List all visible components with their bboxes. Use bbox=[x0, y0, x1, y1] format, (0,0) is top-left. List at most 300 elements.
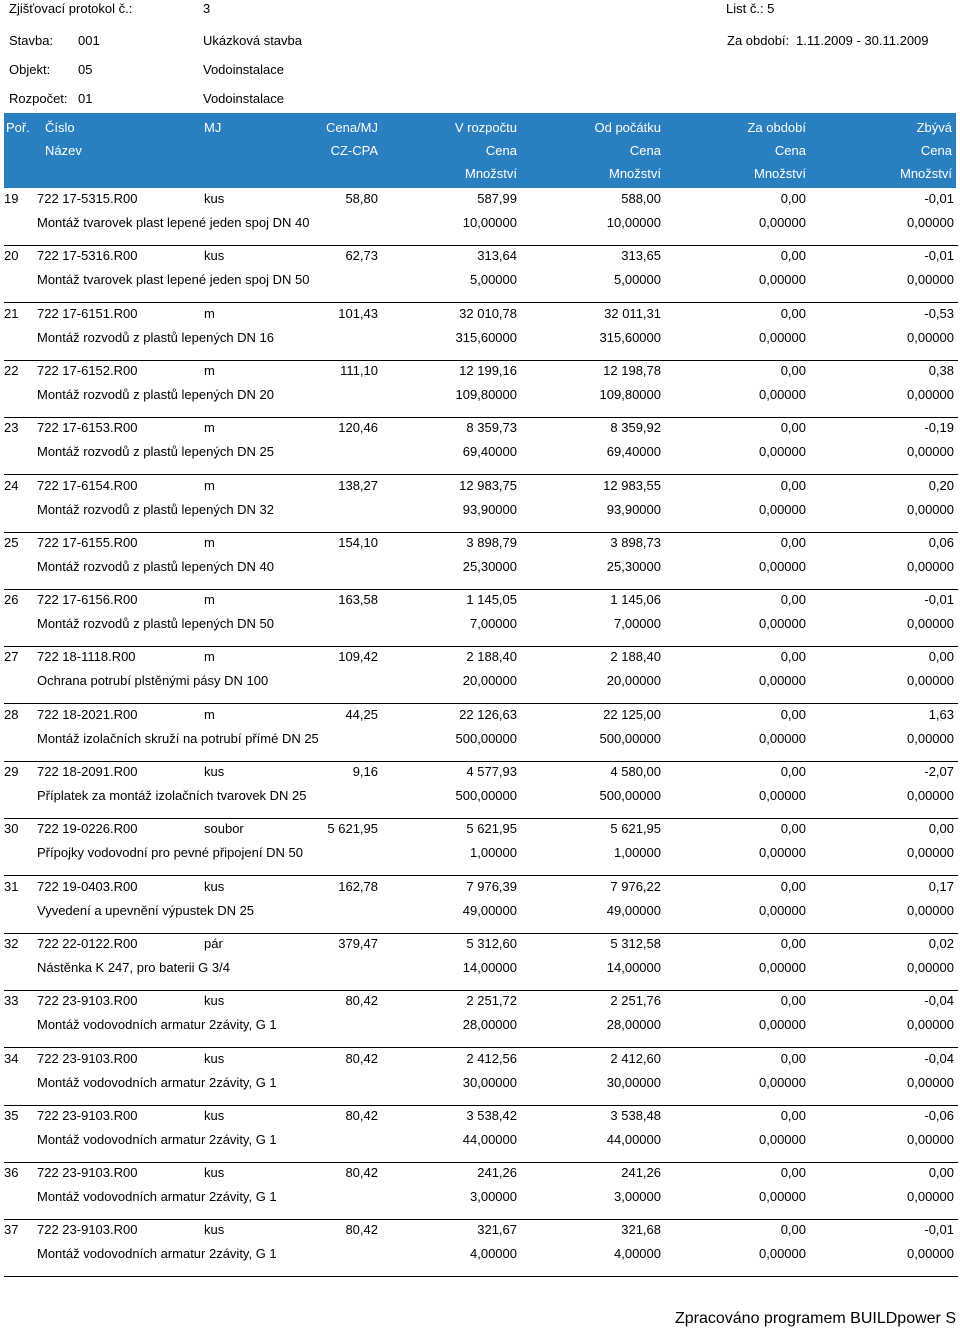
row-cislo: 722 23-9103.R00 bbox=[37, 1051, 138, 1066]
row-cena-mj: 80,42 bbox=[345, 1051, 378, 1066]
row-mj: kus bbox=[204, 1051, 225, 1066]
row-divider bbox=[4, 245, 958, 246]
row-zbyva-cena: -0,01 bbox=[924, 248, 954, 263]
row-zbyva-cena: -0,04 bbox=[924, 993, 954, 1008]
protokol-label: Zjišťovací protokol č.: bbox=[9, 1, 133, 16]
row-zbyva-cena: -0,19 bbox=[924, 420, 954, 435]
row-od-pocatku-cena: 2 251,76 bbox=[610, 993, 661, 1008]
row-zbyva-cena: -2,07 bbox=[924, 764, 954, 779]
row-od-pocatku-cena: 4 580,00 bbox=[610, 764, 661, 779]
header-za-obdobi-cena: Cena bbox=[774, 143, 806, 158]
row-od-pocatku-mnozstvi: 7,00000 bbox=[614, 616, 661, 631]
row-od-pocatku-mnozstvi: 30,00000 bbox=[606, 1075, 661, 1090]
row-zbyva-mnozstvi: 0,00000 bbox=[907, 1189, 954, 1204]
row-zbyva-mnozstvi: 0,00000 bbox=[907, 387, 954, 402]
row-v-rozpoctu-cena: 587,99 bbox=[477, 191, 517, 206]
row-por: 20 bbox=[4, 248, 19, 263]
rozpocet-code: 01 bbox=[78, 91, 93, 106]
row-zbyva-mnozstvi: 0,00000 bbox=[907, 1075, 954, 1090]
table-row bbox=[0, 306, 960, 363]
header-zbyva-mnozstvi: Množství bbox=[899, 166, 952, 181]
row-od-pocatku-cena: 588,00 bbox=[621, 191, 661, 206]
row-cena-mj: 120,46 bbox=[338, 420, 378, 435]
row-v-rozpoctu-cena: 12 983,75 bbox=[459, 478, 517, 493]
row-divider bbox=[4, 532, 958, 533]
row-zbyva-mnozstvi: 0,00000 bbox=[907, 960, 954, 975]
row-v-rozpoctu-mnozstvi: 500,00000 bbox=[455, 788, 517, 803]
row-mj: m bbox=[204, 420, 215, 435]
row-nazev: Montáž tvarovek plast lepené jeden spoj DN 50 bbox=[37, 272, 310, 287]
row-v-rozpoctu-mnozstvi: 500,00000 bbox=[455, 731, 517, 746]
row-mj: kus bbox=[204, 1165, 225, 1180]
row-zbyva-mnozstvi: 0,00000 bbox=[907, 559, 954, 574]
header-od-pocatku-cena: Cena bbox=[629, 143, 661, 158]
row-por: 37 bbox=[4, 1222, 19, 1237]
row-por: 27 bbox=[4, 649, 19, 664]
row-cena-mj: 80,42 bbox=[345, 1222, 378, 1237]
row-od-pocatku-cena: 12 983,55 bbox=[603, 478, 661, 493]
row-zbyva-mnozstvi: 0,00000 bbox=[907, 330, 954, 345]
row-v-rozpoctu-cena: 12 199,16 bbox=[459, 363, 517, 378]
row-mj: m bbox=[204, 592, 215, 607]
header-v-rozpoctu-mnozstvi: Množství bbox=[464, 166, 517, 181]
row-por: 19 bbox=[4, 191, 19, 206]
row-por: 29 bbox=[4, 764, 19, 779]
row-divider bbox=[4, 933, 958, 934]
row-od-pocatku-cena: 22 125,00 bbox=[603, 707, 661, 722]
row-zbyva-cena: -0,01 bbox=[924, 191, 954, 206]
row-cena-mj: 80,42 bbox=[345, 993, 378, 1008]
row-por: 35 bbox=[4, 1108, 19, 1123]
row-nazev: Montáž rozvodů z plastů lepených DN 50 bbox=[37, 616, 275, 631]
row-cislo: 722 18-1118.R00 bbox=[37, 649, 136, 664]
row-mj: kus bbox=[204, 1222, 225, 1237]
row-za-obdobi-cena: 0,00 bbox=[780, 707, 806, 722]
list-label: List č.: 5 bbox=[726, 1, 775, 16]
row-zbyva-mnozstvi: 0,00000 bbox=[907, 502, 954, 517]
row-mj: m bbox=[204, 707, 215, 722]
row-zbyva-mnozstvi: 0,00000 bbox=[907, 731, 954, 746]
row-zbyva-mnozstvi: 0,00000 bbox=[907, 1246, 954, 1261]
row-v-rozpoctu-cena: 22 126,63 bbox=[459, 707, 517, 722]
row-zbyva-mnozstvi: 0,00000 bbox=[907, 903, 954, 918]
table-row bbox=[0, 649, 960, 706]
row-od-pocatku-cena: 8 359,92 bbox=[610, 420, 661, 435]
row-od-pocatku-mnozstvi: 49,00000 bbox=[606, 903, 661, 918]
row-od-pocatku-mnozstvi: 93,90000 bbox=[606, 502, 661, 517]
row-od-pocatku-mnozstvi: 69,40000 bbox=[606, 444, 661, 459]
row-za-obdobi-mnozstvi: 0,00000 bbox=[759, 559, 806, 574]
table-row bbox=[0, 592, 960, 649]
table-row bbox=[0, 191, 960, 248]
row-cena-mj: 138,27 bbox=[338, 478, 378, 493]
row-v-rozpoctu-cena: 2 412,56 bbox=[466, 1051, 517, 1066]
row-zbyva-cena: 0,06 bbox=[928, 535, 954, 550]
row-za-obdobi-mnozstvi: 0,00000 bbox=[759, 330, 806, 345]
row-v-rozpoctu-cena: 5 312,60 bbox=[466, 936, 517, 951]
row-divider bbox=[4, 646, 958, 647]
table-row bbox=[0, 1108, 960, 1165]
row-v-rozpoctu-mnozstvi: 1,00000 bbox=[470, 845, 517, 860]
protokol-value: 3 bbox=[203, 1, 211, 16]
row-za-obdobi-mnozstvi: 0,00000 bbox=[759, 673, 806, 688]
row-mj: kus bbox=[204, 764, 225, 779]
row-divider bbox=[4, 1047, 958, 1048]
row-nazev: Montáž rozvodů z plastů lepených DN 40 bbox=[37, 559, 275, 574]
row-v-rozpoctu-mnozstvi: 3,00000 bbox=[470, 1189, 517, 1204]
row-od-pocatku-mnozstvi: 25,30000 bbox=[606, 559, 661, 574]
row-cislo: 722 17-6153.R00 bbox=[37, 420, 138, 435]
row-za-obdobi-mnozstvi: 0,00000 bbox=[759, 1189, 806, 1204]
header-cz-cpa: CZ-CPA bbox=[330, 143, 378, 158]
row-za-obdobi-mnozstvi: 0,00000 bbox=[759, 502, 806, 517]
row-cena-mj: 44,25 bbox=[345, 707, 378, 722]
row-v-rozpoctu-mnozstvi: 49,00000 bbox=[462, 903, 517, 918]
row-za-obdobi-cena: 0,00 bbox=[780, 936, 806, 951]
row-zbyva-cena: 0,02 bbox=[928, 936, 954, 951]
row-cislo: 722 19-0403.R00 bbox=[37, 879, 138, 894]
header-por: Poř. bbox=[6, 120, 30, 135]
row-od-pocatku-mnozstvi: 14,00000 bbox=[606, 960, 661, 975]
row-v-rozpoctu-cena: 1 145,05 bbox=[466, 592, 517, 607]
row-od-pocatku-mnozstvi: 5,00000 bbox=[614, 272, 661, 287]
row-cislo: 722 23-9103.R00 bbox=[37, 1108, 138, 1123]
row-cislo: 722 17-6156.R00 bbox=[37, 592, 138, 607]
row-v-rozpoctu-cena: 5 621,95 bbox=[466, 821, 517, 836]
row-nazev: Montáž rozvodů z plastů lepených DN 32 bbox=[37, 502, 275, 517]
obdobi-value: 1.11.2009 - 30.11.2009 bbox=[796, 33, 929, 48]
row-za-obdobi-cena: 0,00 bbox=[780, 535, 806, 550]
row-za-obdobi-mnozstvi: 0,00000 bbox=[759, 731, 806, 746]
row-divider bbox=[4, 1162, 958, 1163]
table-row bbox=[0, 478, 960, 535]
row-nazev: Přípojky vodovodní pro pevné připojení DN 50 bbox=[37, 845, 303, 860]
row-za-obdobi-cena: 0,00 bbox=[780, 592, 806, 607]
row-mj: m bbox=[204, 363, 215, 378]
row-za-obdobi-cena: 0,00 bbox=[780, 1108, 806, 1123]
header-zbyva: Zbývá bbox=[916, 120, 952, 135]
row-por: 34 bbox=[4, 1051, 19, 1066]
row-mj: kus bbox=[204, 248, 225, 263]
row-od-pocatku-mnozstvi: 500,00000 bbox=[599, 788, 661, 803]
table-row bbox=[0, 1165, 960, 1222]
row-za-obdobi-cena: 0,00 bbox=[780, 1222, 806, 1237]
row-nazev: Montáž rozvodů z plastů lepených DN 16 bbox=[37, 330, 275, 345]
row-za-obdobi-cena: 0,00 bbox=[780, 420, 806, 435]
row-za-obdobi-mnozstvi: 0,00000 bbox=[759, 845, 806, 860]
row-za-obdobi-mnozstvi: 0,00000 bbox=[759, 903, 806, 918]
row-cislo: 722 17-6154.R00 bbox=[37, 478, 138, 493]
row-v-rozpoctu-mnozstvi: 5,00000 bbox=[470, 272, 517, 287]
row-za-obdobi-cena: 0,00 bbox=[780, 993, 806, 1008]
row-od-pocatku-mnozstvi: 3,00000 bbox=[614, 1189, 661, 1204]
row-por: 31 bbox=[4, 879, 19, 894]
row-nazev: Montáž tvarovek plast lepené jeden spoj DN 40 bbox=[37, 215, 310, 230]
row-od-pocatku-mnozstvi: 315,60000 bbox=[599, 330, 661, 345]
row-od-pocatku-mnozstvi: 10,00000 bbox=[606, 215, 661, 230]
row-v-rozpoctu-mnozstvi: 14,00000 bbox=[462, 960, 517, 975]
table-row bbox=[0, 1051, 960, 1108]
header-nazev: Název bbox=[45, 143, 82, 158]
row-cislo: 722 23-9103.R00 bbox=[37, 1165, 138, 1180]
header-cislo: Číslo bbox=[45, 120, 75, 135]
row-divider bbox=[4, 1276, 958, 1277]
row-nazev: Montáž rozvodů z plastů lepených DN 20 bbox=[37, 387, 275, 402]
table-row bbox=[0, 363, 960, 420]
row-divider bbox=[4, 818, 958, 819]
row-zbyva-mnozstvi: 0,00000 bbox=[907, 788, 954, 803]
row-v-rozpoctu-cena: 3 538,42 bbox=[466, 1108, 517, 1123]
row-divider bbox=[4, 990, 958, 991]
row-za-obdobi-cena: 0,00 bbox=[780, 1165, 806, 1180]
row-mj: m bbox=[204, 535, 215, 550]
row-v-rozpoctu-cena: 32 010,78 bbox=[459, 306, 517, 321]
row-za-obdobi-mnozstvi: 0,00000 bbox=[759, 960, 806, 975]
table-row bbox=[0, 764, 960, 821]
row-zbyva-cena: 0,20 bbox=[928, 478, 954, 493]
row-cislo: 722 18-2021.R00 bbox=[37, 707, 138, 722]
row-divider bbox=[4, 474, 958, 475]
row-v-rozpoctu-cena: 321,67 bbox=[477, 1222, 517, 1237]
row-za-obdobi-cena: 0,00 bbox=[780, 821, 806, 836]
row-za-obdobi-cena: 0,00 bbox=[780, 649, 806, 664]
row-divider bbox=[4, 761, 958, 762]
footer-credit: Zpracováno programem BUILDpower S bbox=[674, 1310, 956, 1327]
row-divider bbox=[4, 417, 958, 418]
row-od-pocatku-mnozstvi: 44,00000 bbox=[606, 1132, 661, 1147]
row-cislo: 722 18-2091.R00 bbox=[37, 764, 138, 779]
row-nazev: Montáž vodovodních armatur 2závity, G 1 bbox=[37, 1246, 277, 1261]
row-za-obdobi-mnozstvi: 0,00000 bbox=[759, 1075, 806, 1090]
row-mj: m bbox=[204, 649, 215, 664]
row-zbyva-cena: 0,17 bbox=[928, 879, 954, 894]
row-za-obdobi-cena: 0,00 bbox=[780, 306, 806, 321]
row-por: 22 bbox=[4, 363, 19, 378]
row-od-pocatku-cena: 241,26 bbox=[621, 1165, 661, 1180]
rozpocet-label: Rozpočet: bbox=[9, 91, 68, 106]
row-v-rozpoctu-mnozstvi: 25,30000 bbox=[462, 559, 517, 574]
row-od-pocatku-cena: 3 898,73 bbox=[610, 535, 661, 550]
row-zbyva-cena: -0,01 bbox=[924, 1222, 954, 1237]
row-zbyva-mnozstvi: 0,00000 bbox=[907, 845, 954, 860]
row-za-obdobi-mnozstvi: 0,00000 bbox=[759, 1246, 806, 1261]
row-od-pocatku-cena: 2 412,60 bbox=[610, 1051, 661, 1066]
row-divider bbox=[4, 875, 958, 876]
row-zbyva-cena: 1,63 bbox=[928, 707, 954, 722]
row-za-obdobi-cena: 0,00 bbox=[780, 248, 806, 263]
row-cena-mj: 5 621,95 bbox=[327, 821, 378, 836]
row-zbyva-mnozstvi: 0,00000 bbox=[907, 673, 954, 688]
row-v-rozpoctu-mnozstvi: 93,90000 bbox=[462, 502, 517, 517]
stavba-name: Ukázková stavba bbox=[203, 33, 302, 48]
table-header bbox=[4, 113, 956, 188]
table-row bbox=[0, 821, 960, 878]
row-divider bbox=[4, 703, 958, 704]
row-za-obdobi-mnozstvi: 0,00000 bbox=[759, 215, 806, 230]
row-od-pocatku-cena: 5 621,95 bbox=[610, 821, 661, 836]
row-cislo: 722 17-6152.R00 bbox=[37, 363, 138, 378]
row-od-pocatku-mnozstvi: 4,00000 bbox=[614, 1246, 661, 1261]
row-nazev: Vyvedení a upevnění výpustek DN 25 bbox=[37, 903, 255, 918]
row-nazev: Montáž rozvodů z plastů lepených DN 25 bbox=[37, 444, 275, 459]
row-v-rozpoctu-mnozstvi: 315,60000 bbox=[455, 330, 517, 345]
row-za-obdobi-mnozstvi: 0,00000 bbox=[759, 272, 806, 287]
header-od-pocatku-mnozstvi: Množství bbox=[608, 166, 661, 181]
objekt-code: 05 bbox=[78, 62, 93, 77]
row-por: 32 bbox=[4, 936, 19, 951]
row-v-rozpoctu-mnozstvi: 20,00000 bbox=[462, 673, 517, 688]
table-row bbox=[0, 420, 960, 477]
row-od-pocatku-cena: 313,65 bbox=[621, 248, 661, 263]
header-za-obdobi-mnozstvi: Množství bbox=[753, 166, 806, 181]
row-cena-mj: 109,42 bbox=[338, 649, 378, 664]
row-zbyva-cena: -0,01 bbox=[924, 592, 954, 607]
row-divider bbox=[4, 360, 958, 361]
row-por: 36 bbox=[4, 1165, 19, 1180]
row-od-pocatku-cena: 1 145,06 bbox=[610, 592, 661, 607]
row-por: 21 bbox=[4, 306, 19, 321]
row-zbyva-cena: 0,00 bbox=[928, 821, 954, 836]
row-v-rozpoctu-mnozstvi: 4,00000 bbox=[470, 1246, 517, 1261]
row-mj: kus bbox=[204, 879, 225, 894]
header-zbyva-cena: Cena bbox=[920, 143, 952, 158]
row-v-rozpoctu-mnozstvi: 28,00000 bbox=[462, 1017, 517, 1032]
row-v-rozpoctu-mnozstvi: 69,40000 bbox=[462, 444, 517, 459]
row-zbyva-cena: -0,53 bbox=[924, 306, 954, 321]
row-za-obdobi-cena: 0,00 bbox=[780, 363, 806, 378]
row-v-rozpoctu-cena: 241,26 bbox=[477, 1165, 517, 1180]
row-v-rozpoctu-mnozstvi: 7,00000 bbox=[470, 616, 517, 631]
row-zbyva-mnozstvi: 0,00000 bbox=[907, 215, 954, 230]
row-od-pocatku-mnozstvi: 500,00000 bbox=[599, 731, 661, 746]
row-cena-mj: 154,10 bbox=[338, 535, 378, 550]
row-cena-mj: 162,78 bbox=[338, 879, 378, 894]
row-cena-mj: 58,80 bbox=[345, 191, 378, 206]
row-za-obdobi-cena: 0,00 bbox=[780, 879, 806, 894]
row-cena-mj: 163,58 bbox=[338, 592, 378, 607]
row-nazev: Montáž vodovodních armatur 2závity, G 1 bbox=[37, 1017, 277, 1032]
row-od-pocatku-cena: 3 538,48 bbox=[610, 1108, 661, 1123]
row-zbyva-cena: 0,00 bbox=[928, 649, 954, 664]
row-zbyva-mnozstvi: 0,00000 bbox=[907, 1017, 954, 1032]
row-v-rozpoctu-cena: 313,64 bbox=[477, 248, 517, 263]
row-v-rozpoctu-mnozstvi: 10,00000 bbox=[462, 215, 517, 230]
row-od-pocatku-cena: 32 011,31 bbox=[604, 306, 661, 321]
row-za-obdobi-mnozstvi: 0,00000 bbox=[759, 1132, 806, 1147]
objekt-name: Vodoinstalace bbox=[203, 62, 284, 77]
row-nazev: Montáž vodovodních armatur 2závity, G 1 bbox=[37, 1189, 277, 1204]
row-cena-mj: 101,43 bbox=[338, 306, 378, 321]
row-v-rozpoctu-mnozstvi: 44,00000 bbox=[462, 1132, 517, 1147]
stavba-label: Stavba: bbox=[9, 33, 54, 48]
row-mj: kus bbox=[204, 1108, 225, 1123]
row-od-pocatku-mnozstvi: 1,00000 bbox=[614, 845, 661, 860]
row-por: 30 bbox=[4, 821, 19, 836]
row-cislo: 722 23-9103.R00 bbox=[37, 993, 138, 1008]
row-za-obdobi-mnozstvi: 0,00000 bbox=[759, 444, 806, 459]
row-od-pocatku-mnozstvi: 20,00000 bbox=[606, 673, 661, 688]
row-nazev: Nástěnka K 247, pro baterii G 3/4 bbox=[37, 960, 230, 975]
row-mj: kus bbox=[204, 191, 225, 206]
row-od-pocatku-cena: 12 198,78 bbox=[603, 363, 661, 378]
row-cislo: 722 19-0226.R00 bbox=[37, 821, 138, 836]
row-por: 26 bbox=[4, 592, 19, 607]
row-od-pocatku-cena: 5 312,58 bbox=[610, 936, 661, 951]
row-od-pocatku-mnozstvi: 28,00000 bbox=[606, 1017, 661, 1032]
row-za-obdobi-mnozstvi: 0,00000 bbox=[759, 387, 806, 402]
row-cislo: 722 17-5316.R00 bbox=[37, 248, 138, 263]
row-cena-mj: 80,42 bbox=[345, 1165, 378, 1180]
row-za-obdobi-cena: 0,00 bbox=[780, 191, 806, 206]
row-v-rozpoctu-cena: 8 359,73 bbox=[466, 420, 517, 435]
row-v-rozpoctu-cena: 2 251,72 bbox=[466, 993, 517, 1008]
row-od-pocatku-cena: 2 188,40 bbox=[610, 649, 661, 664]
objekt-label: Objekt: bbox=[9, 62, 51, 77]
row-za-obdobi-cena: 0,00 bbox=[780, 1051, 806, 1066]
row-v-rozpoctu-mnozstvi: 30,00000 bbox=[462, 1075, 517, 1090]
obdobi-label: Za období: bbox=[727, 33, 790, 48]
row-v-rozpoctu-cena: 2 188,40 bbox=[466, 649, 517, 664]
table-row bbox=[0, 1222, 960, 1279]
row-za-obdobi-cena: 0,00 bbox=[780, 478, 806, 493]
row-por: 24 bbox=[4, 478, 19, 493]
row-mj: m bbox=[204, 478, 215, 493]
row-por: 33 bbox=[4, 993, 19, 1008]
table-row bbox=[0, 535, 960, 592]
header-od-pocatku: Od počátku bbox=[594, 120, 661, 135]
row-divider bbox=[4, 1219, 958, 1220]
row-cena-mj: 379,47 bbox=[338, 936, 378, 951]
table-row bbox=[0, 707, 960, 764]
row-cena-mj: 111,10 bbox=[340, 363, 378, 378]
header-mj: MJ bbox=[204, 120, 222, 135]
row-za-obdobi-mnozstvi: 0,00000 bbox=[759, 788, 806, 803]
row-divider bbox=[4, 302, 958, 303]
row-od-pocatku-cena: 7 976,22 bbox=[610, 879, 661, 894]
row-por: 23 bbox=[4, 420, 19, 435]
row-zbyva-cena: 0,38 bbox=[928, 363, 954, 378]
row-zbyva-cena: -0,04 bbox=[924, 1051, 954, 1066]
row-nazev: Montáž vodovodních armatur 2závity, G 1 bbox=[37, 1132, 277, 1147]
row-zbyva-mnozstvi: 0,00000 bbox=[907, 444, 954, 459]
row-zbyva-cena: -0,06 bbox=[924, 1108, 954, 1123]
header-v-rozpoctu: V rozpočtu bbox=[454, 120, 517, 135]
row-cislo: 722 22-0122.R00 bbox=[37, 936, 138, 951]
row-divider bbox=[4, 589, 958, 590]
row-nazev: Příplatek za montáž izolačních tvarovek DN 25 bbox=[37, 788, 307, 803]
row-v-rozpoctu-cena: 4 577,93 bbox=[466, 764, 517, 779]
row-zbyva-mnozstvi: 0,00000 bbox=[907, 1132, 954, 1147]
row-za-obdobi-mnozstvi: 0,00000 bbox=[759, 616, 806, 631]
table-row bbox=[0, 879, 960, 936]
row-v-rozpoctu-cena: 3 898,79 bbox=[466, 535, 517, 550]
row-cislo: 722 23-9103.R00 bbox=[37, 1222, 138, 1237]
row-za-obdobi-mnozstvi: 0,00000 bbox=[759, 1017, 806, 1032]
row-nazev: Montáž vodovodních armatur 2závity, G 1 bbox=[37, 1075, 277, 1090]
row-cislo: 722 17-5315.R00 bbox=[37, 191, 138, 206]
row-od-pocatku-mnozstvi: 109,80000 bbox=[599, 387, 661, 402]
header-za-obdobi: Za období bbox=[747, 120, 806, 135]
row-od-pocatku-cena: 321,68 bbox=[621, 1222, 661, 1237]
row-por: 28 bbox=[4, 707, 19, 722]
row-cena-mj: 9,16 bbox=[352, 764, 378, 779]
row-zbyva-mnozstvi: 0,00000 bbox=[907, 616, 954, 631]
row-cislo: 722 17-6155.R00 bbox=[37, 535, 138, 550]
stavba-code: 001 bbox=[78, 33, 100, 48]
row-mj: pár bbox=[204, 936, 223, 951]
row-v-rozpoctu-mnozstvi: 109,80000 bbox=[455, 387, 517, 402]
row-mj: kus bbox=[204, 993, 225, 1008]
